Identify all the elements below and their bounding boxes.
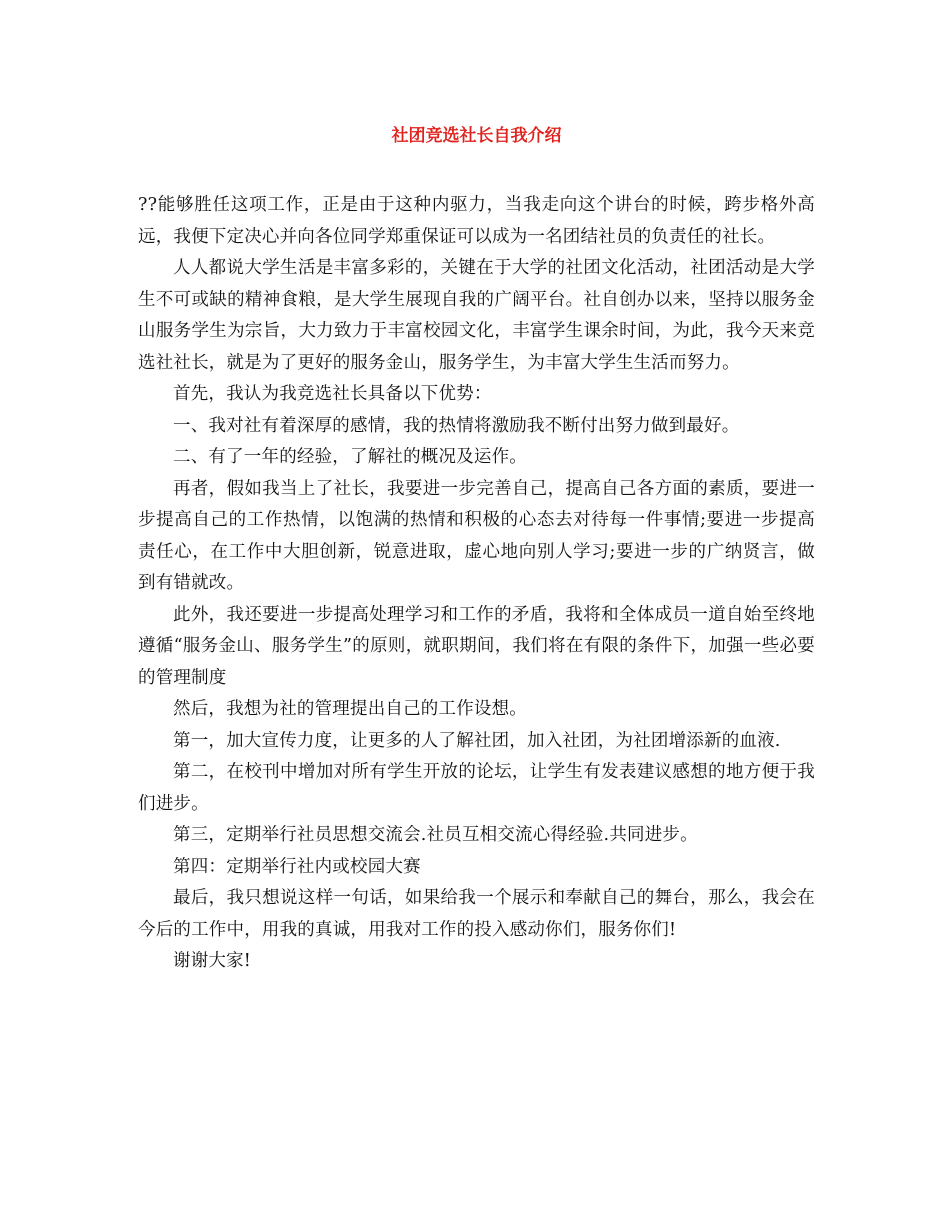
document-body	[138, 190, 815, 978]
paragraph-8: 然后，我想为社的管理提出自己的工作设想。	[173, 699, 527, 719]
paragraph-13: 最后，我只想说这样一句话，如果给我一个展示和奉献自己的舞台，那么，我会在今后的工作中，用我的真诚，用我对工作的投入感动你们，服务你们!	[138, 888, 815, 940]
paragraph-3: 首先，我认为我竞选社长具备以下优势：	[173, 384, 492, 404]
paragraph-11: 第三，定期举行社员思想交流会.社员互相交流心得经验.共同进步。	[173, 825, 698, 845]
paragraph-10: 第二，在校刊中增加对所有学生开放的论坛，让学生有发表建议感想的地方便于我们进步。	[138, 762, 815, 814]
paragraph-2: 人人都说大学生活是丰富多彩的，关键在于大学的社团文化活动，社团活动是大学生不可或缺的精神食粮，是大学生展现自我的广阔平台。社自创办以来，坚持以服务金山服务学生为宗旨，大力致力于丰富校园文化，丰富学生课余时间，为此，我今天来竞选社社长，就是为了更好的服务金山，服务学生，为丰富大学生生活而努力。	[138, 258, 815, 373]
paragraph-4: 一、我对社有着深厚的感情，我的热情将激励我不断付出努力做到最好。	[173, 415, 740, 436]
paragraph-12: 第四：定期举行社内或校园大赛	[173, 856, 421, 877]
paragraph-7: 此外，我还要进一步提高处理学习和工作的矛盾，我将和全体成员一道自始至终地遵循“服务金山、服务学生”的原则，就职期间，我们将在有限的条件下，加强一些必要的管理制度	[138, 604, 815, 688]
paragraph-14: 谢谢大家!	[173, 951, 252, 971]
paragraph-5: 二、有了一年的经验，了解社的概况及运作。	[173, 447, 527, 467]
paragraph-6: 再者，假如我当上了社长，我要进一步完善自己，提高自己各方面的素质，要进一步提高自己的工作热情，以饱满的热情和积极的心态去对待每一件事情;要进一步提高责任心，在工作中大胆创新，锐意进取，虚心地向别人学习;要进一步的广纳贤言，做到有错就改。	[138, 478, 815, 593]
paragraph-9: 第一，加大宣传力度，让更多的人了解社团，加入社团，为社团增添新的血液.	[173, 730, 781, 751]
paragraph-1: ??能够胜任这项工作，正是由于这种内驱力，当我走向这个讲台的时候，跨步格外高远，我便下定决心并向各位同学郑重保证可以成为一名团结社员的负责任的社长。	[138, 195, 815, 247]
document-title: 社团竞选社长自我介绍	[391, 126, 562, 146]
